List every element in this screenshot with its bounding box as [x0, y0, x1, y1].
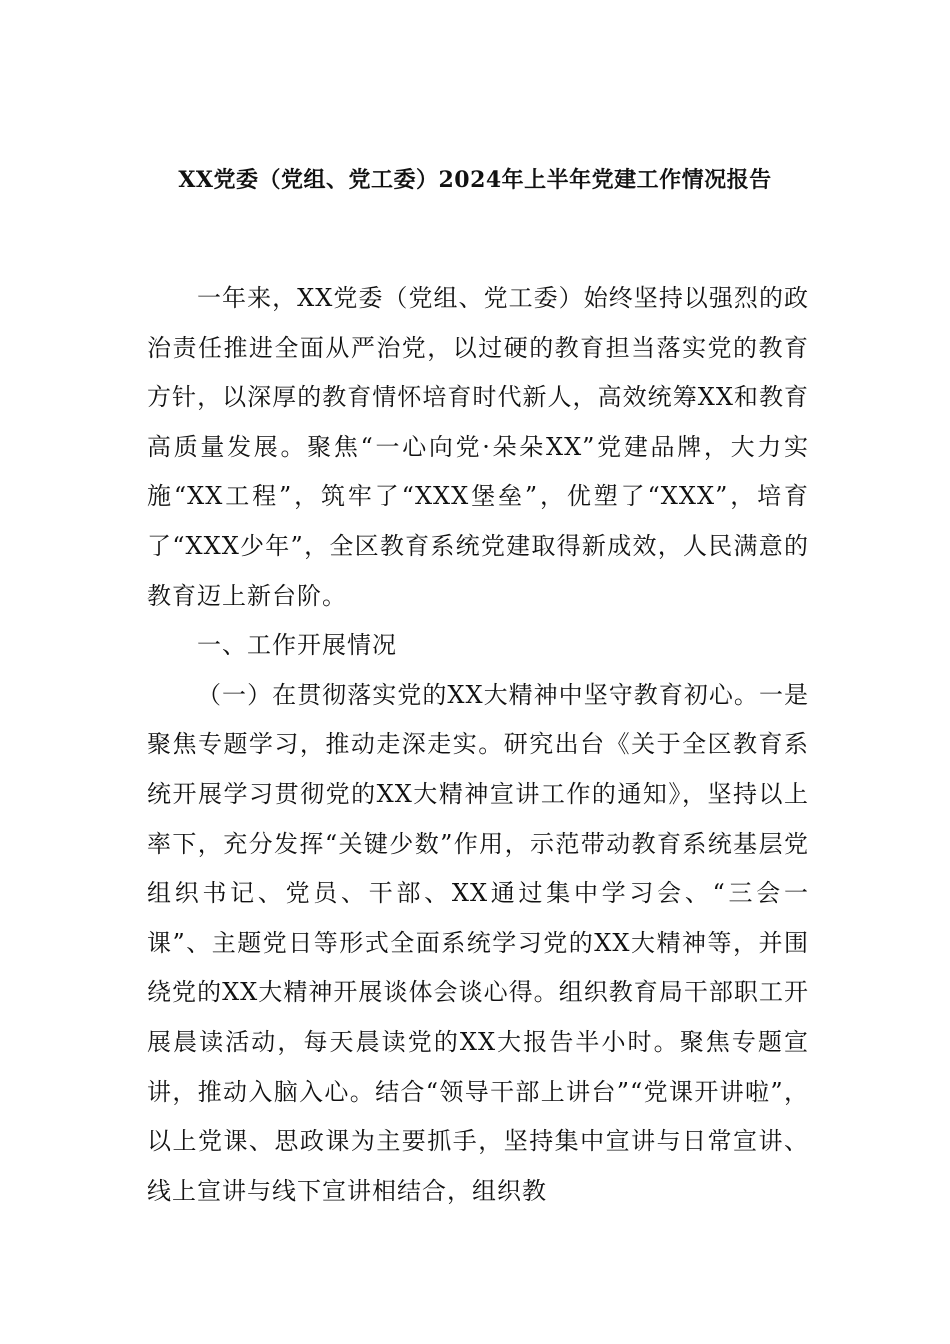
paragraph-intro: 一年来，XX党委（党组、党工委）始终坚持以强烈的政治责任推进全面从严治党，以过硬的教育担当落实党的教育方针，以深厚的教育情怀培育时代新人，高效统筹XX和教育高质量发展。聚焦“一心向党·朵朵XX”党建品牌，大力实施“XX工程”，筑牢了“XXX堡垒”，优塑了“XXX”，培育了“XXX少年”，全区教育系统党建取得新成效，人民满意的教育迈上新台阶。 — [147, 284, 809, 610]
document-body — [147, 274, 809, 1216]
section-heading: 一、工作开展情况 — [197, 631, 397, 660]
document-title: XX党委（党组、党工委）2024年上半年党建工作情况报告 — [178, 167, 772, 193]
paragraph-section-1: （一）在贯彻落实党的XX大精神中坚守教育初心。一是聚焦专题学习，推动走深走实。研究出台《关于全区教育系统开展学习贯彻党的XX大精神宣讲工作的通知》，坚持以上率下，充分发挥“关键少数”作用，示范带动教育系统基层党组织书记、党员、干部、XX通过集中学习会、“三会一课”、主题党日等形式全面系统学习党的XX大精神等，并围绕党的XX大精神开展谈体会谈心得。组织教育局干部职工开展晨读活动，每天晨读党的XX大报告半小时。聚焦专题宣讲，推动入脑入心。结合“领导干部上讲台”“党课开讲啦”，以上党课、思政课为主要抓手，坚持集中宣讲与日常宣讲、线上宣讲与线下宣讲相结合，组织教 — [147, 680, 809, 1205]
